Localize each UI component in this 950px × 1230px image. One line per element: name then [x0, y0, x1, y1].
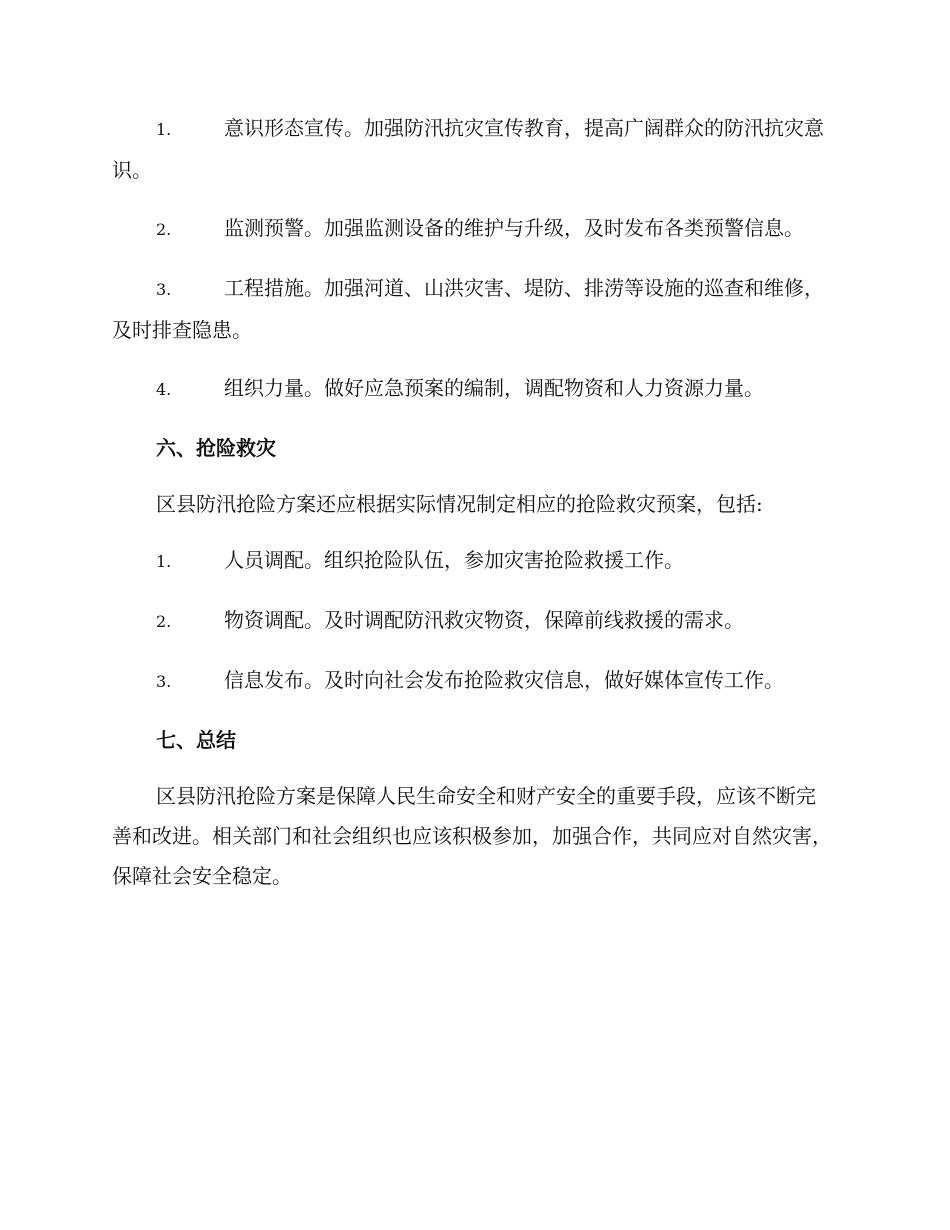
list-item-number: 2.: [156, 612, 172, 631]
list-item-text: 意识形态宣传。加强防汛抗灾宣传教育，提高广阔群众的防汛抗灾意识。: [112, 116, 824, 182]
list-item-number: 3.: [156, 672, 172, 691]
list-item-text: 信息发布。及时向社会发布抢险救灾信息，做好媒体宣传工作。: [224, 668, 784, 692]
list-item-text: 组织力量。做好应急预案的编制，调配物资和人力资源力量。: [224, 376, 764, 400]
section-heading: 七、总结: [156, 728, 236, 752]
list-item-number: 1.: [156, 552, 172, 571]
section-intro: 区县防汛抢险方案还应根据实际情况制定相应的抢险救灾预案，包括:: [156, 492, 763, 516]
list-item: [112, 268, 834, 350]
list-item-text: 工程措施。加强河道、山洪灾害、堤防、排涝等设施的巡查和维修，及时排查隐患。: [112, 276, 824, 342]
document-body: [112, 108, 834, 914]
list-item-number: 1.: [156, 120, 172, 139]
list-item: [112, 600, 834, 642]
list-item-text: 人员调配。组织抢险队伍，参加灾害抢险救援工作。: [224, 548, 684, 572]
list-item: [112, 208, 834, 250]
list-item-text: 物资调配。及时调配防汛救灾物资，保障前线救援的需求。: [224, 608, 744, 632]
list-item: [112, 368, 834, 410]
section-heading: 六、抢险救灾: [156, 436, 276, 460]
list-item: [112, 540, 834, 582]
list-item-number: 3.: [156, 280, 172, 299]
list-item: [112, 108, 834, 190]
section-paragraph: 区县防汛抢险方案是保障人民生命安全和财产安全的重要手段，应该不断完善和改进。相关部门和社会组织也应该积极参加，加强合作，共同应对自然灾害，保障社会安全稳定。: [112, 784, 832, 888]
list-item-number: 2.: [156, 220, 172, 239]
list-item-number: 4.: [156, 380, 172, 399]
list-item: [112, 660, 834, 702]
list-item-text: 监测预警。加强监测设备的维护与升级，及时发布各类预警信息。: [224, 216, 804, 240]
